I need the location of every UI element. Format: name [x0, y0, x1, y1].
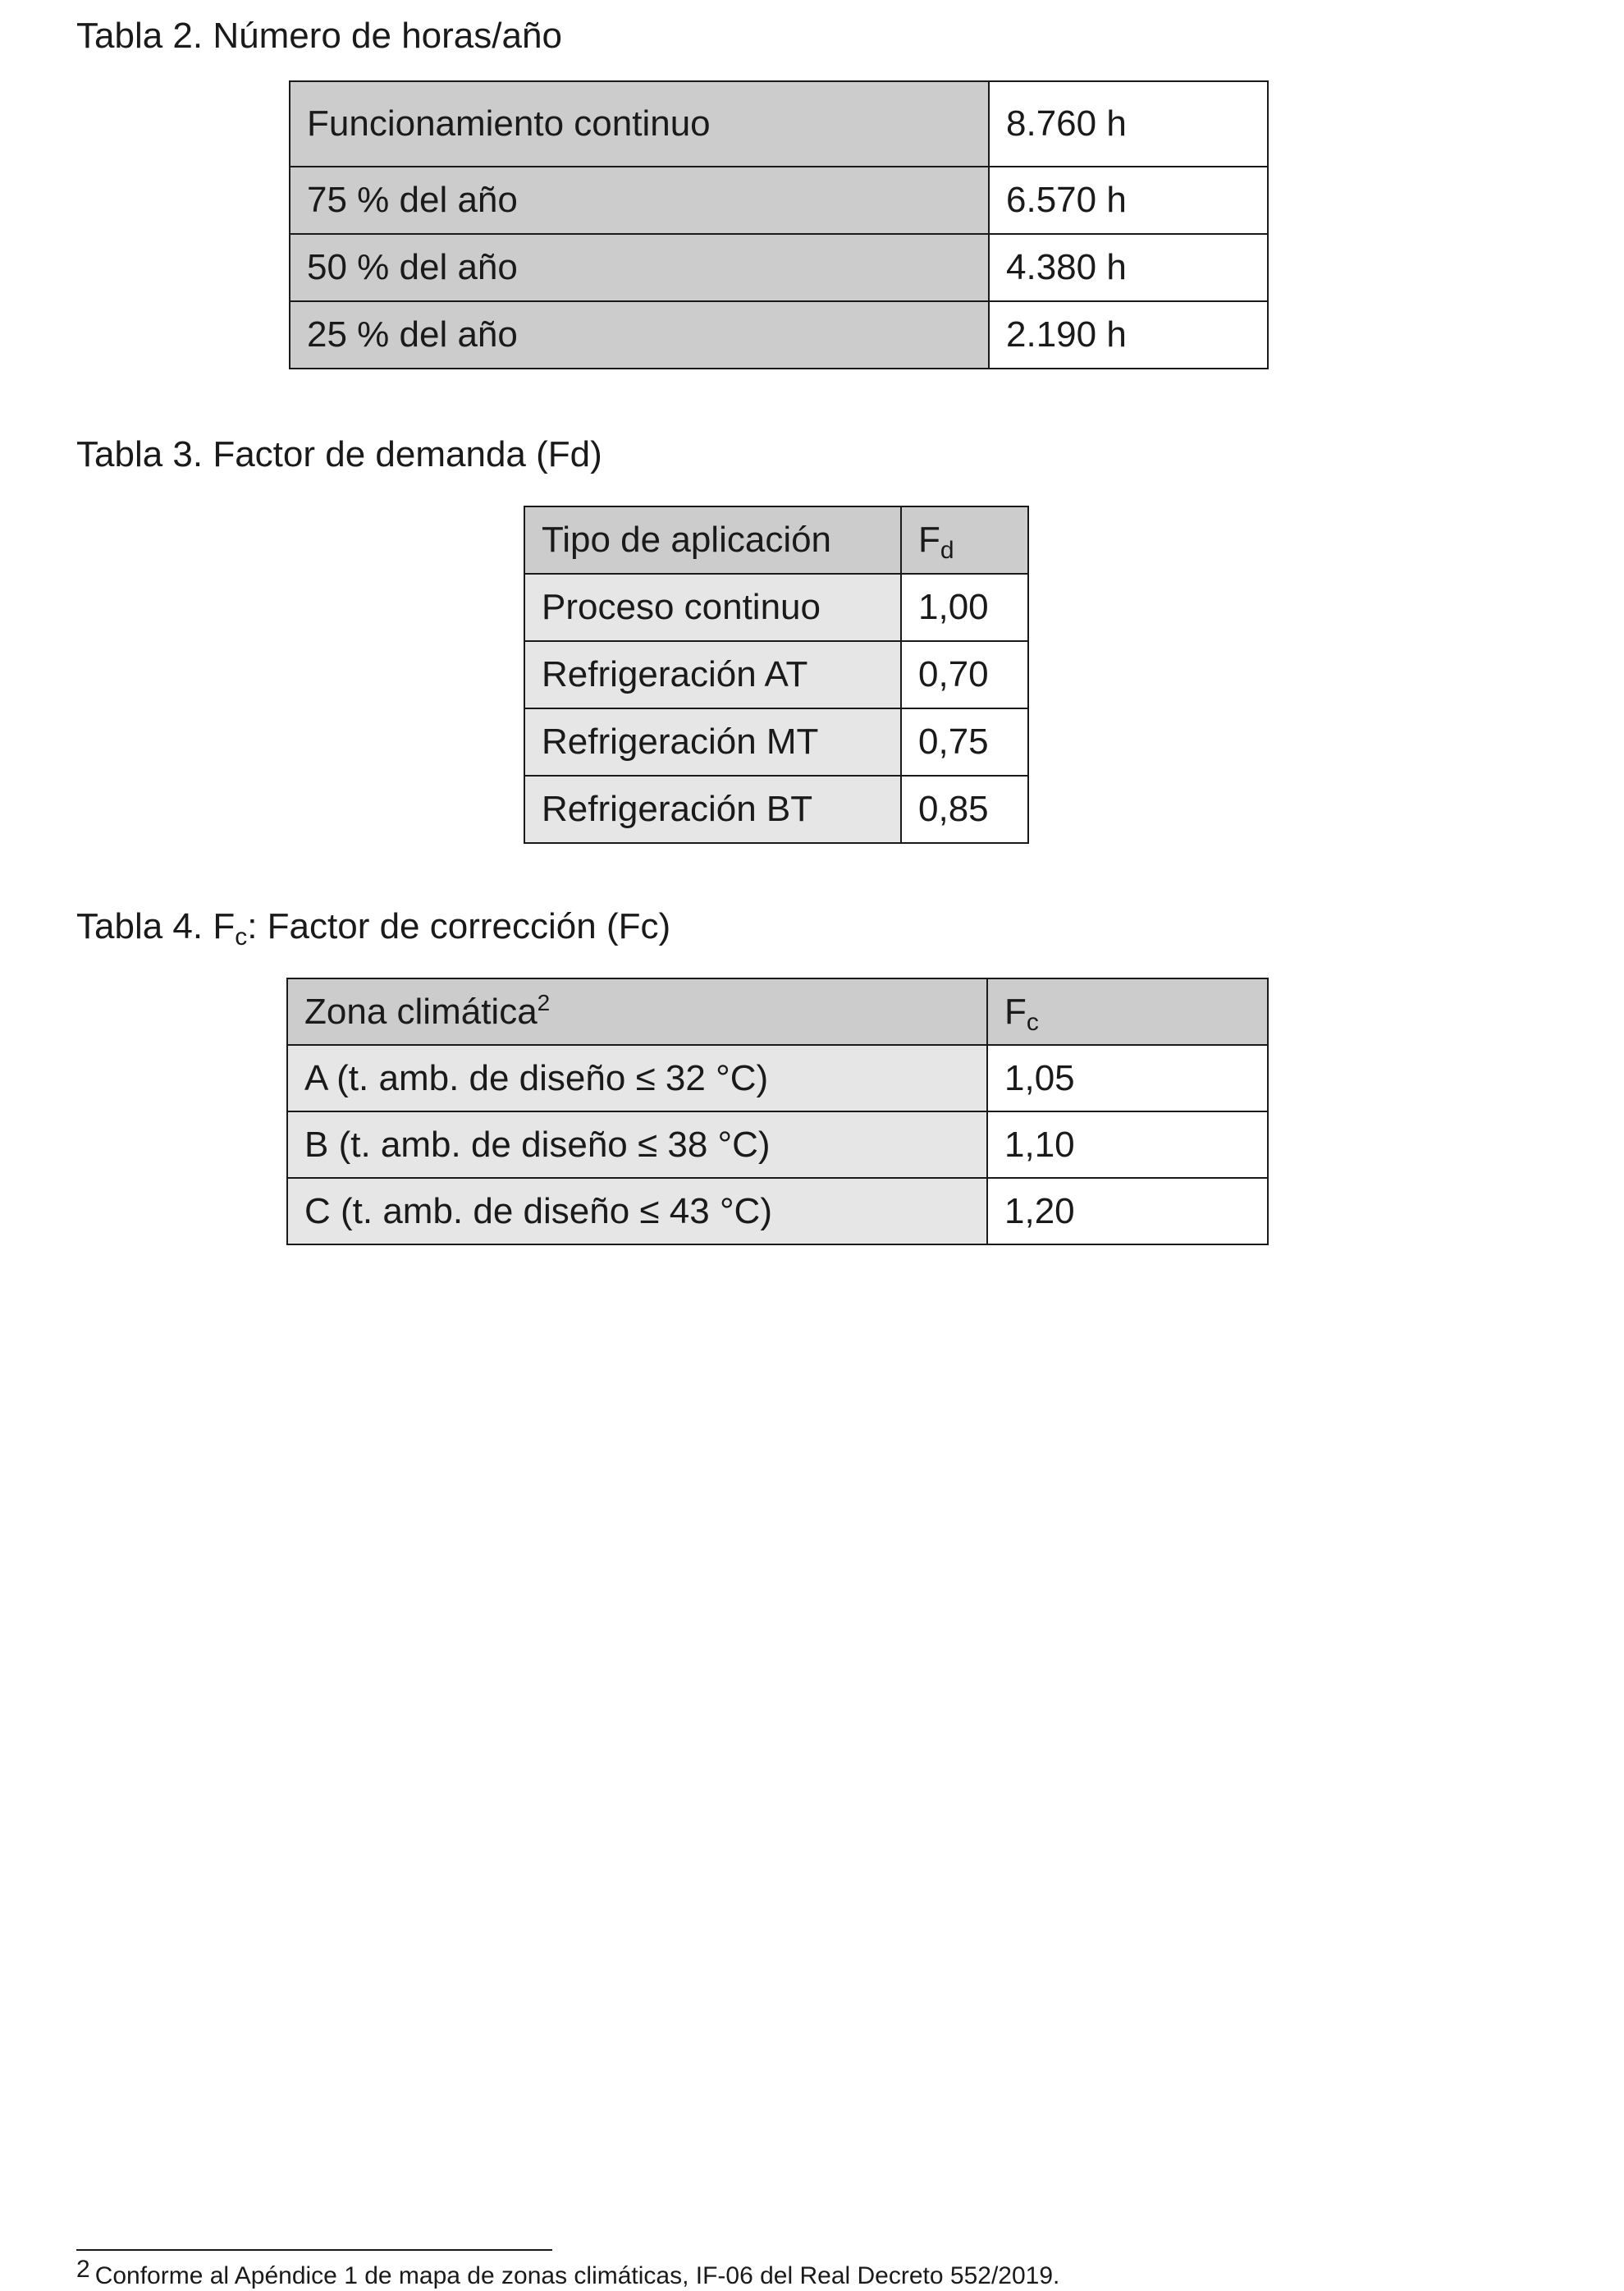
table-cell-label: Funcionamiento continuo: [290, 81, 989, 167]
column-header-application: Tipo de aplicación: [524, 506, 901, 574]
table-cell-label: A (t. amb. de diseño ≤ 32 °C): [287, 1045, 987, 1111]
correction-factor-table: [286, 978, 1269, 1245]
hours-per-year-table: [289, 80, 1269, 369]
table-cell-value: 8.760 h: [989, 81, 1268, 167]
table4-caption-sub: c: [235, 923, 248, 951]
table2-caption: Tabla 2. Número de horas/año: [76, 16, 562, 56]
footnote: [76, 2256, 1060, 2291]
table-cell-label: 75 % del año: [290, 167, 989, 234]
table4-caption-pre: Tabla 4. F: [76, 906, 236, 946]
fc-symbol: F: [1004, 991, 1027, 1032]
table-cell-label: Refrigeración AT: [524, 641, 901, 708]
column-header-fd: [901, 506, 1028, 574]
table-cell-value: 1,05: [987, 1045, 1268, 1111]
table-cell-label: 25 % del año: [290, 301, 989, 369]
table-cell-label: Proceso continuo: [524, 574, 901, 641]
table-header-row: [524, 506, 1028, 574]
footnote-reference[interactable]: 2: [537, 989, 551, 1015]
table4-caption-post: : Factor de corrección (Fc): [247, 906, 671, 946]
table-cell-value: 4.380 h: [989, 234, 1268, 301]
demand-factor-table: [524, 506, 1029, 844]
climate-zone-label: Zona climática: [304, 991, 538, 1032]
fd-symbol: F: [918, 520, 940, 560]
table-cell-label: Refrigeración BT: [524, 776, 901, 843]
table4-caption: [76, 905, 670, 952]
table-row: [524, 776, 1028, 843]
footnote-mark: 2: [76, 2256, 90, 2283]
table-cell-value: 0,75: [901, 708, 1028, 776]
table-cell-value: 0,85: [901, 776, 1028, 843]
table-cell-value: 0,70: [901, 641, 1028, 708]
table-row: [290, 234, 1268, 301]
table-row: [524, 641, 1028, 708]
footnote-text: Conforme al Apéndice 1 de mapa de zonas climáticas, IF-06 del Real Decreto 552/2019.: [94, 2262, 1060, 2289]
table-row: [287, 1045, 1268, 1111]
table-row: [287, 1111, 1268, 1178]
table-cell-value: 1,20: [987, 1178, 1268, 1244]
fd-subscript: d: [940, 537, 954, 564]
table-cell-value: 1,10: [987, 1111, 1268, 1178]
table3-caption: Tabla 3. Factor de demanda (Fd): [76, 434, 602, 474]
table-cell-value: 2.190 h: [989, 301, 1268, 369]
column-header-fc: [987, 978, 1268, 1045]
table-cell-value: 1,00: [901, 574, 1028, 641]
footnote-separator: [76, 2249, 552, 2251]
table-cell-value: 6.570 h: [989, 167, 1268, 234]
table-cell-label: Refrigeración MT: [524, 708, 901, 776]
column-header-climate-zone: [287, 978, 987, 1045]
table-row: [287, 1178, 1268, 1244]
table-row: [290, 167, 1268, 234]
table-cell-label: 50 % del año: [290, 234, 989, 301]
table-row: [290, 81, 1268, 167]
table-cell-label: C (t. amb. de diseño ≤ 43 °C): [287, 1178, 987, 1244]
table-cell-label: B (t. amb. de diseño ≤ 38 °C): [287, 1111, 987, 1178]
table-row: [524, 708, 1028, 776]
table-header-row: [287, 978, 1268, 1045]
table-row: [290, 301, 1268, 369]
fc-subscript: c: [1026, 1008, 1039, 1036]
table-row: [524, 574, 1028, 641]
